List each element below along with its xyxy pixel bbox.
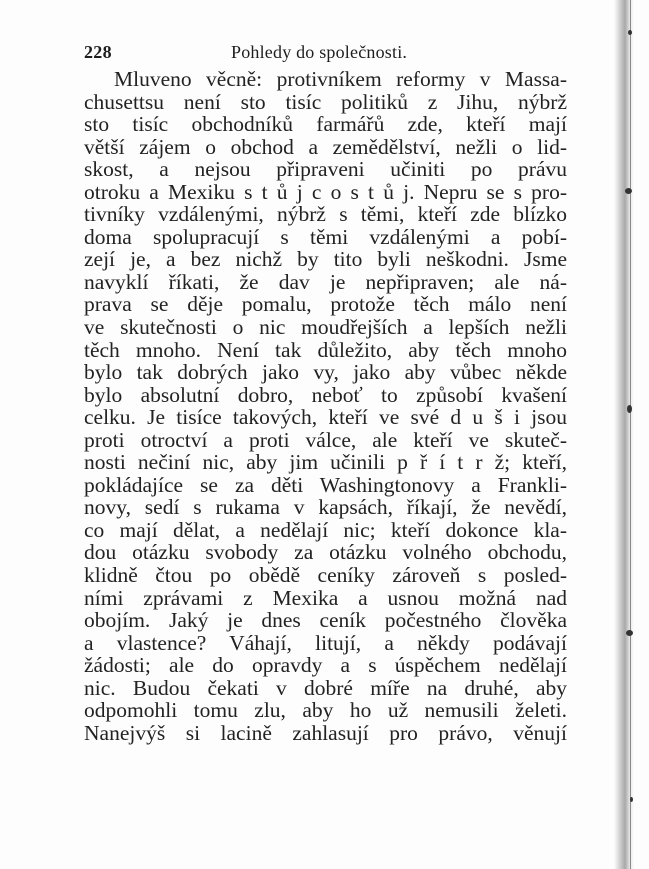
text-line: bylo tak dobrých jako vy, jako aby vůbec někde: [84, 360, 567, 385]
text-line: proti otroctví a proti válce, ale kteří ve skuteč-: [84, 427, 567, 452]
binding-speck: [626, 630, 633, 636]
text-line: odpomohli tomu zlu, aby ho už nemusili želeti.: [84, 698, 567, 723]
text-line: navyklí říkati, že dav je nepřipraven; ale ná-: [84, 269, 567, 294]
text-line: novy, sedí s rukama v kapsách, říkají, že nevědí,: [84, 495, 567, 520]
text-line: zejí je, a bez nichž by tito byli neškodni. Jsme: [84, 247, 567, 272]
binding-speck: [628, 30, 632, 35]
text-line: Nanejvýš si lacině zahlasují pro právo, věnují: [84, 720, 567, 745]
text-line: žádosti; ale do opravdy a s úspěchem nedělají: [84, 653, 567, 678]
text-line: nic. Budou čekati v dobré míře na druhé, aby: [84, 675, 567, 700]
text-line: doma spolupracují s těmi vzdálenými a pobí-: [84, 224, 567, 249]
text-line: sto tisíc obchodníků farmářů zde, kteří mají: [84, 112, 567, 137]
text-line: skost, a nejsou připraveni učiniti po právu: [84, 157, 567, 182]
text-line: Mluveno věcně: protivníkem reformy v Massa-: [114, 67, 567, 91]
text-line: větší zájem o obchod a zemědělství, nežli o lid-: [84, 134, 567, 159]
page-edge-line: [630, 0, 631, 869]
body-text: [84, 68, 567, 744]
binding-speck: [630, 797, 633, 802]
text-line: nosti nečiní nic, aby jim učinili p ř í t r ž; kteří,: [84, 450, 567, 475]
page-number: 228: [84, 42, 112, 62]
binding-speck: [627, 405, 632, 413]
text-line: dou otázku svobody za otázku volného obchodu,: [84, 540, 567, 565]
text-line: klidně čtou po obědě ceníky zároveň s posled-: [84, 563, 567, 588]
text-line: ve skutečnosti o nic moudřejších a lepších nežli: [84, 315, 567, 340]
binding-speck: [625, 188, 632, 194]
text-line: obojím. Jaký je dnes ceník počestného člověka: [84, 608, 567, 633]
text-line: těch mnoho. Není tak důležito, aby těch mnoho: [84, 337, 567, 362]
running-title: Pohledy do společnosti.: [231, 42, 408, 62]
text-line: chusettsu není sto tisíc politiků z Jihu, nýbrž: [84, 89, 567, 114]
running-head: [84, 40, 566, 64]
text-line: a vlastence? Váhají, litují, a někdy podávají: [84, 630, 567, 655]
text-line: ními zprávami z Mexika a usnou možná nad: [84, 585, 567, 610]
text-line: otroku a Mexiku s t ů j c o s t ů j. Nepru se s pro-: [84, 179, 567, 204]
text-line: co mají dělat, a nedělají nic; kteří dokonce kla-: [84, 517, 567, 542]
text-line: tivníky vzdálenými, nýbrž s těmi, kteří zde blízko: [84, 202, 567, 227]
text-line: bylo absolutní dobro, neboť to způsobí kvašení: [84, 382, 567, 407]
text-line: pokládajíce se za děti Washingtonovy a Frankli-: [84, 472, 567, 497]
page-binding-shadow: [614, 0, 634, 869]
text-line: celku. Je tisíce takových, kteří ve své d u š i jsou: [84, 405, 567, 430]
text-line: prava se děje pomalu, protože těch málo není: [84, 292, 567, 317]
